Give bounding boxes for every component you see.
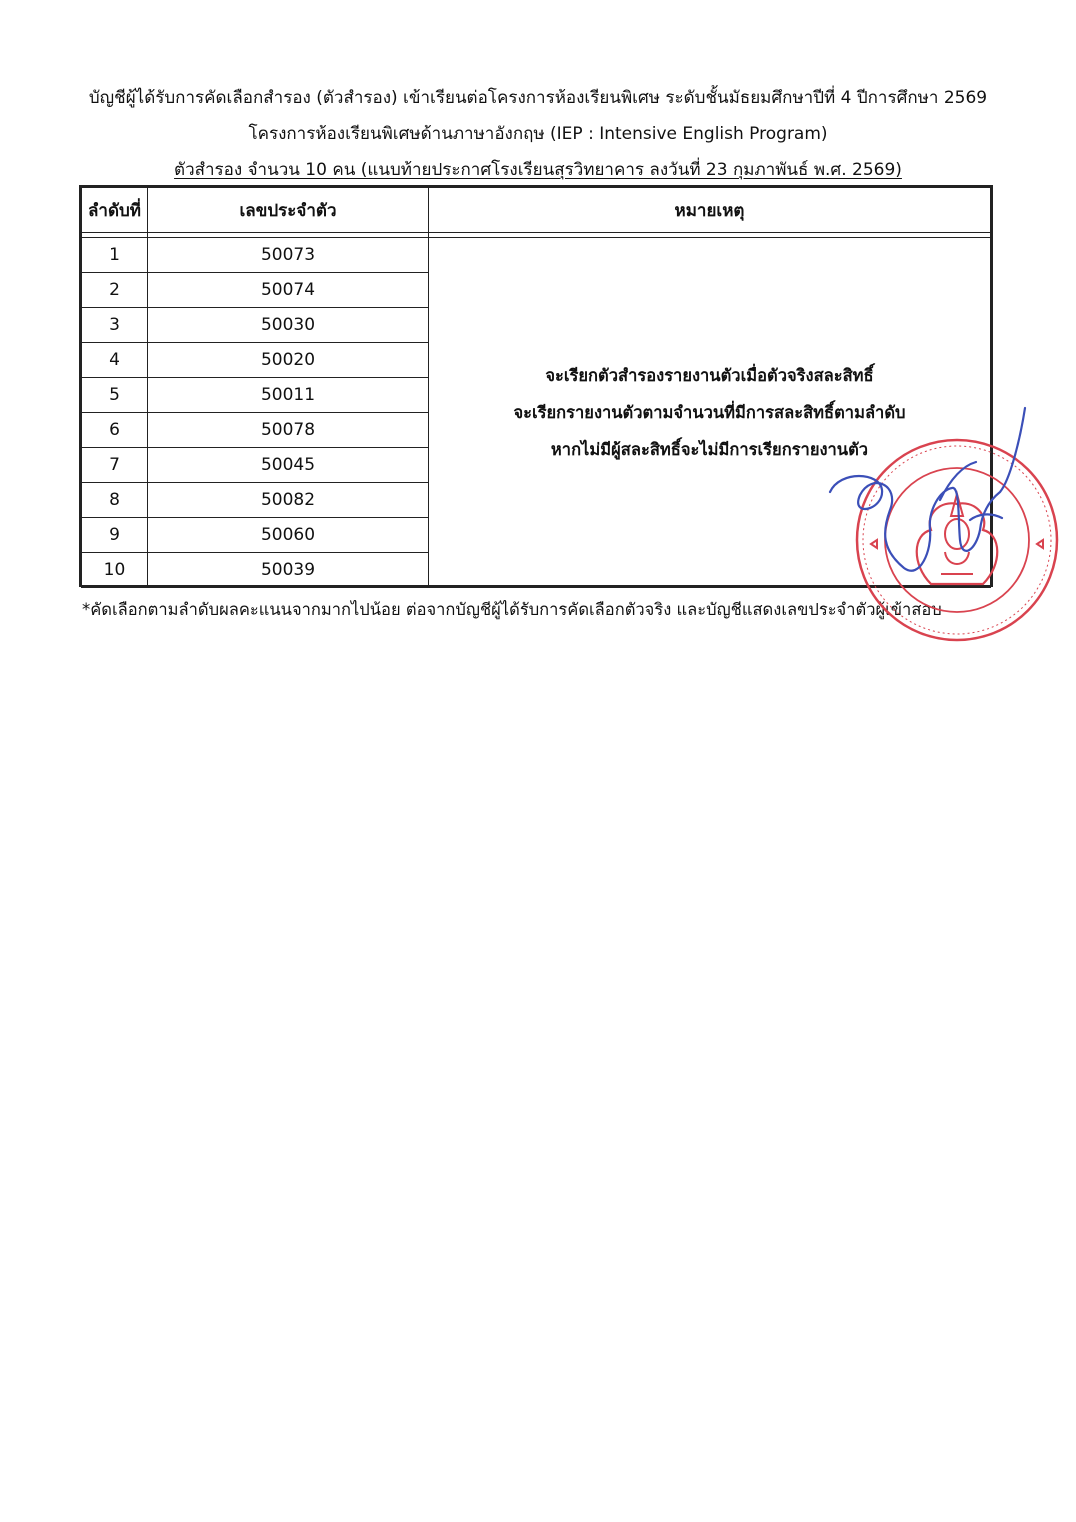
row-order: 6 [82,413,148,448]
row-student-id: 50073 [148,238,429,273]
row-student-id: 50074 [148,273,429,308]
remark-line: หากไม่มีผู้สละสิทธิ์จะไม่มีการเรียกรายงานตัว [550,440,869,459]
row-order: 9 [82,518,148,553]
table-row [82,238,991,273]
row-student-id: 50078 [148,413,429,448]
header-student-id: เลขประจำตัว [148,188,429,233]
row-student-id: 50039 [148,553,429,588]
table-header-row [82,188,991,233]
document-title: บัญชีผู้ได้รับการคัดเลือกสำรอง (ตัวสำรอง) เข้าเรียนต่อโครงการห้องเรียนพิเศษ ระดับชั้นมัธยมศึกษาปีที่ 4 ปีการศึกษา 2569 [88,88,988,108]
footnote: *คัดเลือกตามลำดับผลคะแนนจากมากไปน้อย ต่อจากบัญชีผู้ได้รับการคัดเลือกตัวจริง และบัญชีแสดงเลขประจำตัวผู้เข้าสอบ [82,600,942,619]
row-order: 3 [82,308,148,343]
row-order: 10 [82,553,148,588]
program-title: โครงการห้องเรียนพิเศษด้านภาษาอังกฤษ (IEP : Intensive English Program) [248,124,828,144]
announcement-subtitle: ตัวสำรอง จำนวน 10 คน (แนบท้ายประกาศโรงเรียนสุรวิทยาคาร ลงวันที่ 23 กุมภาพันธ์ พ.ศ. 2569) [174,160,902,180]
signature-icon [820,400,1040,600]
row-student-id: 50060 [148,518,429,553]
row-student-id: 50082 [148,483,429,518]
remark-line: จะเรียกตัวสำรองรายงานตัวเมื่อตัวจริงสละสิทธิ์ [545,366,874,385]
row-student-id: 50020 [148,343,429,378]
row-order: 5 [82,378,148,413]
remark-line: จะเรียกรายงานตัวตามจำนวนที่มีการสละสิทธิ์ตามลำดับ [513,403,906,422]
header-order: ลำดับที่ [82,188,148,233]
row-order: 8 [82,483,148,518]
row-order: 4 [82,343,148,378]
row-student-id: 50030 [148,308,429,343]
row-order: 7 [82,448,148,483]
row-student-id: 50011 [148,378,429,413]
header-remark: หมายเหตุ [429,188,991,233]
row-order: 2 [82,273,148,308]
row-order: 1 [82,238,148,273]
row-student-id: 50045 [148,448,429,483]
